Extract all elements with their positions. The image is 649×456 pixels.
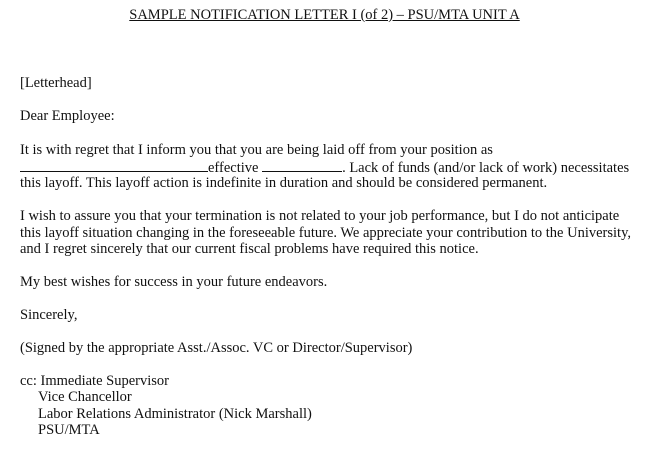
- cc-recipient: Vice Chancellor: [38, 389, 132, 405]
- position-blank: [20, 158, 208, 172]
- cc-line: cc: Immediate Supervisor: [20, 373, 169, 389]
- salutation: Dear Employee:: [20, 108, 115, 124]
- letterhead-placeholder: [Letterhead]: [20, 75, 92, 91]
- paragraph-2-line-1: I wish to assure you that your termination is not related to your job performance, but I do not anticipate: [20, 208, 620, 224]
- cc-recipient: Labor Relations Administrator (Nick Marshall): [38, 406, 312, 422]
- signature-note: (Signed by the appropriate Asst./Assoc. VC or Director/Supervisor): [20, 340, 413, 356]
- paragraph-2-line-2: this layoff situation changing in the foreseeable future. We appreciate your contribution to the University,: [20, 225, 632, 241]
- best-wishes: My best wishes for success in your future endeavors.: [20, 274, 328, 290]
- paragraph-1-line-1: It is with regret that I inform you that you are being laid off from your position as: [20, 142, 493, 158]
- paragraph-1-line-3: this layoff. This layoff action is indefinite in duration and should be considered permanent.: [20, 175, 548, 191]
- document-title: SAMPLE NOTIFICATION LETTER I (of 2) – PSU/MTA UNIT A: [129, 7, 520, 23]
- effective-date-blank: [262, 158, 342, 172]
- cc-recipient: PSU/MTA: [38, 422, 100, 438]
- paragraph-2-line-3: and I regret sincerely that our current fiscal problems have required this notice.: [20, 241, 479, 257]
- effective-word: effective: [208, 160, 259, 176]
- paragraph-1-line-2-tail: . Lack of funds (and/or lack of work) necessitates: [342, 160, 630, 176]
- closing: Sincerely,: [20, 307, 78, 323]
